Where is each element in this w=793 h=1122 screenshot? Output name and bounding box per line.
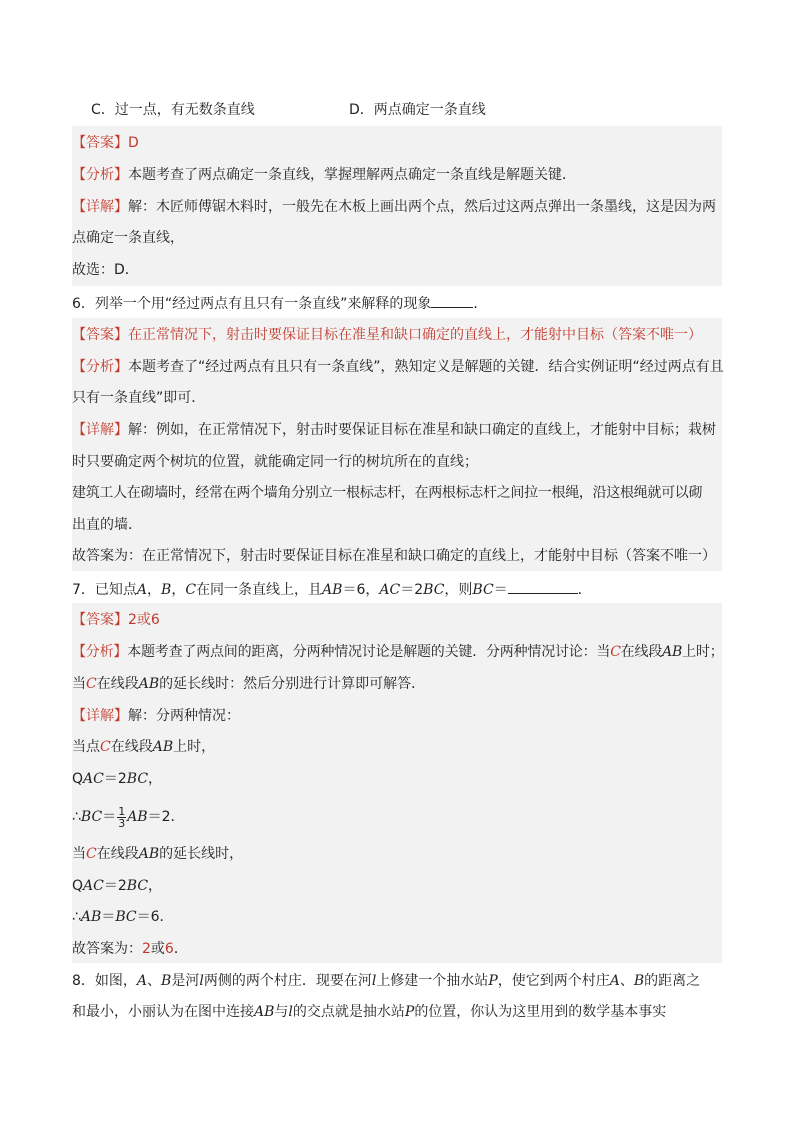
q7-analysis-line-2 [72, 674, 425, 694]
q7-equation-2 [72, 803, 185, 831]
q8-text: ，使它到两个村庄 [497, 973, 610, 989]
detail-text: 的延长线时， [159, 846, 244, 862]
detail-text: 在线段 [110, 739, 153, 755]
separator: ， [171, 582, 186, 598]
point-c: C [100, 739, 111, 755]
detail-tag: 【详解】 [72, 199, 128, 215]
answer-tag: 【答案】 [72, 135, 128, 151]
q7-analysis-line-1 [72, 642, 724, 662]
because-symbol: Q [72, 878, 84, 894]
separator: 、 [619, 973, 634, 989]
segment-ab: AB [662, 644, 683, 660]
point-c: C [86, 846, 97, 862]
q8-text: 的位置，你认为这里用到的数学基本事实 [414, 1004, 667, 1020]
station-p: P [404, 1004, 415, 1020]
answer-value: D [128, 135, 139, 151]
segment-bc: BC [126, 771, 149, 787]
detail-text: 解：分两种情况： [128, 708, 240, 724]
segment-ab: AB [152, 739, 174, 755]
segment-bc: BC [472, 582, 494, 598]
segment-ac: AC [83, 878, 104, 894]
analysis-text: 本题考查了“经过两点有且只有一条直线”，熟知定义是解题的关键．结合实例证明“经过两点有且 [128, 359, 724, 375]
q8-question-line-2 [72, 1002, 666, 1022]
q7-text: 7．已知点 [72, 582, 137, 598]
option-d: D．两点确定一条直线 [349, 102, 486, 118]
equation-text: ＝6． [136, 909, 174, 925]
station-p: P [488, 973, 498, 989]
q6-detail-line-1 [72, 420, 716, 440]
segment-ab: AB [322, 582, 343, 598]
point-c: C [610, 644, 621, 660]
answer-blank [508, 579, 578, 594]
river-l: l [199, 973, 204, 989]
point-c: C [185, 582, 197, 598]
detail-tag: 【详解】 [72, 422, 128, 438]
option-c: C．过一点，有无数条直线 [91, 102, 255, 118]
because-symbol: Q [72, 771, 84, 787]
q7-text: ＝ [493, 582, 508, 598]
fraction-denominator: 3 [118, 816, 126, 830]
answer-value: 在正常情况下，射击时要保证目标在准星和缺口确定的直线上，才能射中目标（答案不唯一） [128, 327, 702, 343]
answer-value: 2 [142, 941, 151, 957]
analysis-text: 本题考查了两点间的距离，分两种情况讨论是解题的关键．分两种情况讨论：当 [127, 644, 611, 660]
analysis-text: 上时； [682, 644, 724, 660]
equation-text: ＝2． [147, 809, 185, 825]
point-b: B [161, 582, 172, 598]
detail-text: 当 [72, 846, 86, 862]
q6-detail-line-4: 出直的墙． [72, 517, 142, 533]
q6-question-text: 6．列举一个用“经过两点有且只有一条直线”来解释的现象 [72, 296, 432, 312]
analysis-tag: 【分析】 [72, 644, 128, 660]
q7-question [72, 579, 592, 600]
q6-analysis-line-2: 只有一条直线”即可． [72, 390, 206, 406]
village-b: B [633, 973, 645, 989]
conclusion-text: 或 [150, 941, 165, 957]
detail-text: 解：例如，在正常情况下，射击时要保证目标在准星和缺口确定的直线上，才能射中目标；栽树 [128, 422, 716, 438]
q7-text: 在同一条直线上，且 [196, 582, 323, 598]
q7-equation-4 [72, 907, 174, 927]
q8-text: 上修建一个抽水站 [376, 973, 489, 989]
equation-text: ＝ [102, 809, 117, 825]
equation-text: ， [148, 771, 163, 787]
analysis-text: 的延长线时：然后分别进行计算即可解答． [159, 676, 426, 692]
fraction-numerator: 1 [118, 804, 126, 818]
q7-text: ＝6 [342, 582, 366, 598]
q5-analysis [72, 165, 576, 185]
equation-text: ＝2 [103, 771, 127, 787]
segment-ab: AB [80, 909, 102, 925]
segment-bc: BC [115, 909, 137, 925]
point-a: A [136, 582, 148, 598]
detail-text: 当点 [72, 739, 100, 755]
q8-text: 的距离之 [644, 973, 701, 989]
q7-case-2 [72, 844, 243, 864]
answer-tag: 【答案】 [72, 612, 128, 628]
q7-equation-3 [72, 876, 162, 896]
segment-ac: AC [379, 582, 401, 598]
analysis-tag: 【分析】 [72, 359, 128, 375]
village-b: B [161, 973, 172, 989]
q6-detail-line-2: 时只要确定两个树坑的位置，就能确定同一行的树坑所在的直线； [72, 454, 478, 470]
conclusion-text: 故答案为： [72, 941, 142, 957]
analysis-tag: 【分析】 [72, 167, 128, 183]
analysis-text: 在线段 [96, 676, 139, 692]
q7-detail-line-1 [72, 706, 240, 726]
segment-bc: BC [80, 809, 103, 825]
q6-question-end: ． [473, 296, 488, 312]
q5-conclusion: 故选：D． [72, 262, 139, 278]
q7-text: ，则 [444, 582, 473, 598]
segment-bc: BC [126, 878, 149, 894]
q8-text: 的交点就是抽水站 [292, 1004, 405, 1020]
separator: 、 [147, 973, 162, 989]
segment-ab: AB [138, 676, 160, 692]
q8-text: 是河 [171, 973, 200, 989]
point-c: C [86, 676, 97, 692]
segment-bc: BC [423, 582, 445, 598]
segment-ac: AC [83, 771, 104, 787]
analysis-text: 在线段 [620, 644, 663, 660]
village-a: A [609, 973, 620, 989]
q6-detail-line-3: 建筑工人在砌墙时，经常在两个墙角分别立一根标志杆，在两根标志杆之间拉一根绳，沿这根绳就可以砌 [72, 485, 703, 501]
therefore-symbol: ∴ [72, 909, 81, 925]
analysis-text: 本题考查了两点确定一条直线，掌握理解两点确定一条直线是解题关键． [128, 167, 576, 183]
river-l: l [288, 1004, 293, 1020]
q8-question-line-1 [72, 971, 700, 991]
q6-conclusion: 故答案为：在正常情况下，射击时要保证目标在准星和缺口确定的直线上，才能射中目标（答案不唯一） [72, 548, 716, 564]
detail-text: 在线段 [96, 846, 139, 862]
q6-answer [72, 325, 702, 345]
q8-text: 8．如图， [72, 973, 137, 989]
answer-blank [431, 293, 473, 308]
q7-answer [72, 610, 160, 630]
q7-text: ． [577, 582, 592, 598]
answer-value: 2或6 [128, 612, 160, 628]
equation-text: ＝2 [103, 878, 127, 894]
answer-value: 6 [164, 941, 174, 957]
segment-ab: AB [138, 846, 160, 862]
q5-answer [72, 133, 139, 153]
q6-question [72, 293, 487, 314]
detail-tag: 【详解】 [72, 708, 128, 724]
answer-tag: 【答案】 [72, 327, 128, 343]
q6-solution-box [72, 318, 722, 571]
separator: ， [365, 582, 380, 598]
q7-case-1 [72, 737, 215, 757]
equation-text: ， [148, 878, 163, 894]
segment-ab: AB [127, 809, 148, 825]
q7-text: ＝2 [400, 582, 424, 598]
q7-equation-1 [72, 769, 162, 789]
q5-detail-line-2: 点确定一条直线， [72, 230, 184, 246]
analysis-text: 当 [72, 676, 86, 692]
q8-text: 与 [274, 1004, 289, 1020]
detail-text: 解：木匠师傅锯木料时，一般先在木板上画出两个点，然后过这两点弹出一条墨线，这是因为两 [128, 199, 716, 215]
q6-analysis-line-1 [72, 357, 724, 377]
conclusion-text: ． [173, 941, 188, 957]
segment-ab: AB [254, 1004, 275, 1020]
separator: ， [147, 582, 162, 598]
therefore-symbol: ∴ [72, 809, 81, 825]
q5-detail-line-1 [72, 197, 716, 217]
q8-text: 和最小，小丽认为在图中连接 [72, 1004, 254, 1020]
detail-text: 上时， [173, 739, 216, 755]
equation-text: ＝ [101, 909, 116, 925]
river-l: l [371, 973, 377, 989]
village-a: A [136, 973, 148, 989]
q8-text: 两侧的两个村庄．现要在河 [203, 973, 372, 989]
fraction-one-third [117, 806, 126, 829]
q7-conclusion [72, 939, 188, 959]
